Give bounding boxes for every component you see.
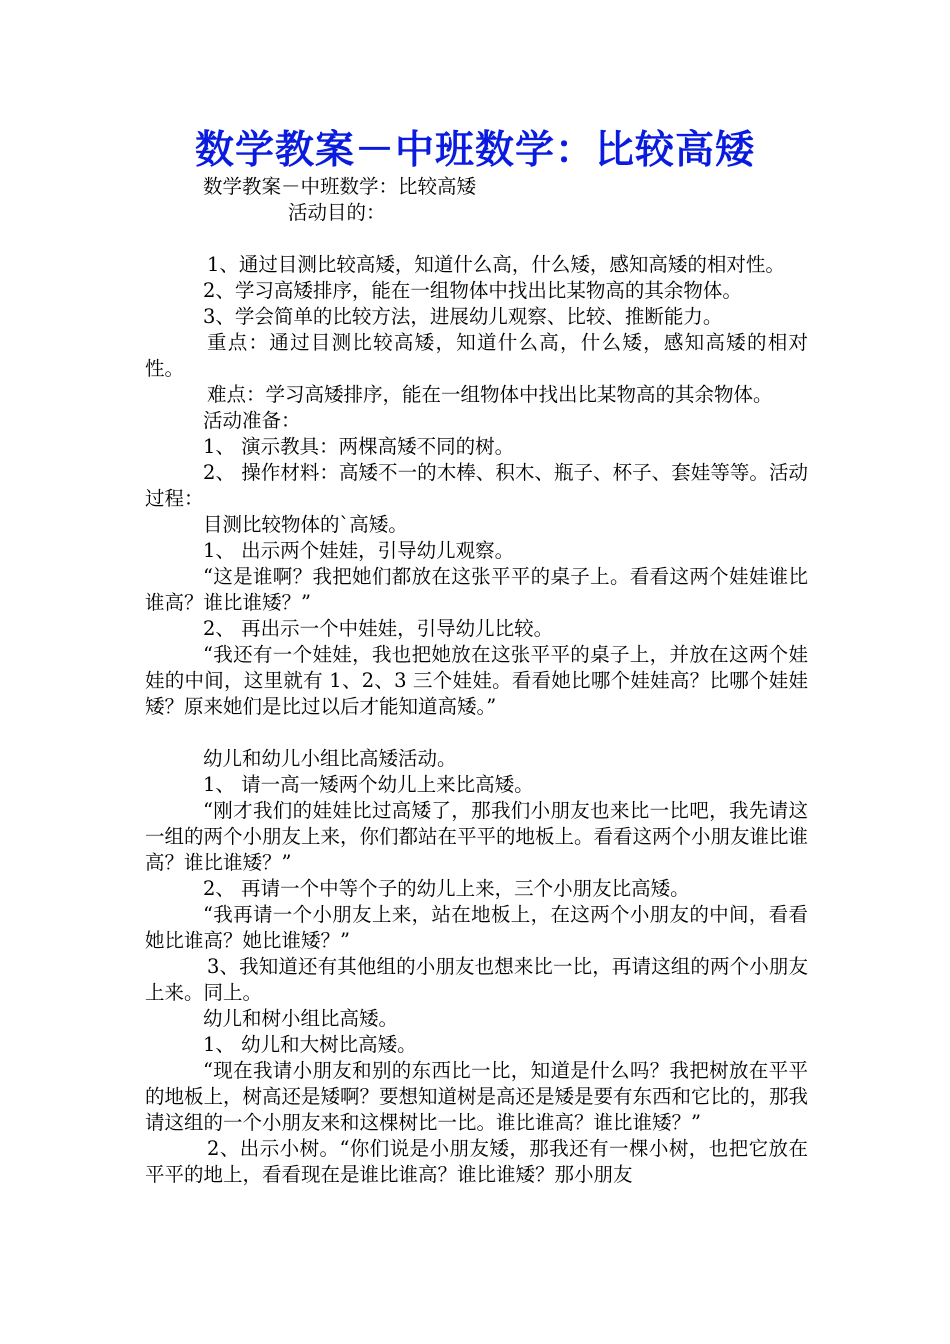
paragraph: 1、 出示两个娃娃，引导幼儿观察。 <box>203 539 515 562</box>
paragraph: 1、 演示教具：两棵高矮不同的树。 <box>203 435 515 458</box>
paragraph-quote: “我再请一个小朋友上来，站在地板上，在这两个小朋友的中间，看看她比谁高？她比谁矮？” <box>145 903 808 952</box>
paragraph: 1、通过目测比较高矮，知道什么高，什么矮，感知高矮的相对性。 <box>207 253 785 276</box>
paragraph-quote: “刚才我们的娃娃比过高矮了，那我们小朋友也来比一比吧，我先请这一组的两个小朋友上来，你们都站在平平的地板上。看看这两个小朋友谁比谁高？谁比谁矮？” <box>145 799 809 874</box>
paragraph: 幼儿和树小组比高矮。 <box>203 1007 399 1030</box>
paragraph-quote: “这是谁啊？我把她们都放在这张平平的桌子上。看看这两个娃娃谁比谁高？谁比谁矮？” <box>145 565 808 614</box>
document-title: 数学教案－中班数学：比较高矮 <box>194 128 755 173</box>
section-heading-prep: 活动准备： <box>203 409 301 432</box>
paragraph: 2、 操作材料：高矮不一的木棒、积木、瓶子、杯子、套娃等等。活动过程： <box>145 461 808 510</box>
paragraph: 3、我知道还有其他组的小朋友也想来比一比，再请这组的两个小朋友上来。同上。 <box>145 955 808 1004</box>
paragraph-quote: “现在我请小朋友和别的东西比一比，知道是什么吗？我把树放在平平的地板上，树高还是矮啊？要想知道树是高还是矮是要有东西和它比的，那我请这组的一个小朋友来和这棵树比一比。谁比谁高？谁比谁矮？” <box>145 1059 809 1134</box>
paragraph: 2、学习高矮排序，能在一组物体中找出比某物高的其余物体。 <box>203 279 742 302</box>
section-heading-goals: 活动目的： <box>288 201 386 224</box>
paragraph: 目测比较物体的`高矮。 <box>203 513 408 536</box>
document-body <box>145 174 808 1188</box>
paragraph: 2、出示小树。“你们说是小朋友矮，那我还有一棵小树，也把它放在平平的地上，看看现在是谁比谁高？谁比谁矮？那小朋友 <box>145 1137 808 1186</box>
blank-line <box>145 720 808 746</box>
paragraph-quote: “我还有一个娃娃，我也把她放在这张平平的桌子上，并放在这两个娃娃的中间，这里就有 1、2、3 三个娃娃。看看她比哪个娃娃高？比哪个娃娃矮？原来她们是比过以后才能知道高矮。” <box>145 643 808 718</box>
paragraph: 2、 再请一个中等个子的幼儿上来，三个小朋友比高矮。 <box>203 877 690 900</box>
paragraph-difficulty: 难点：学习高矮排序，能在一组物体中找出比某物高的其余物体。 <box>207 383 773 406</box>
subtitle-line: 数学教案－中班数学：比较高矮 <box>203 175 477 198</box>
paragraph: 1、 幼儿和大树比高矮。 <box>203 1033 417 1056</box>
paragraph: 幼儿和幼儿小组比高矮活动。 <box>203 747 457 770</box>
paragraph-key-point: 重点：通过目测比较高矮，知道什么高，什么矮，感知高矮的相对性。 <box>145 331 808 380</box>
paragraph: 1、 请一高一矮两个幼儿上来比高矮。 <box>203 773 534 796</box>
blank-line <box>145 226 808 252</box>
paragraph: 2、 再出示一个中娃娃，引导幼儿比较。 <box>203 617 554 640</box>
paragraph: 3、学会简单的比较方法，进展幼儿观察、比较、推断能力。 <box>203 305 723 328</box>
